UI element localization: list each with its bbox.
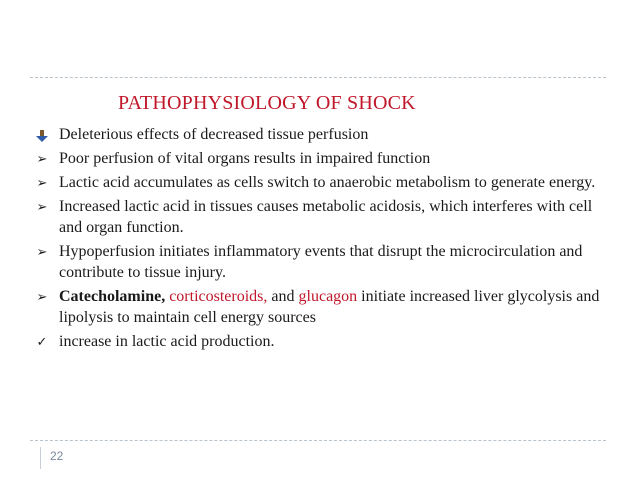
- slide-title: PATHOPHYSIOLOGY OF SHOCK: [118, 92, 416, 114]
- bullet-list: [32, 124, 612, 355]
- list-item: ➢ Increased lactic acid in tissues causes metabolic acidosis, which interferes with cell and organ function.: [32, 196, 612, 238]
- arrowhead-bullet-icon: ➢: [36, 289, 48, 304]
- arrowhead-bullet-icon: ➢: [36, 244, 48, 259]
- arrowhead-bullet-icon: ➢: [36, 199, 48, 214]
- slide-number: 22: [50, 449, 64, 463]
- checkmark-bullet-icon: ✓: [36, 334, 48, 349]
- footer-divider: [40, 447, 41, 469]
- arrowhead-bullet-icon: ➢: [36, 151, 48, 166]
- glucagon-term: glucagon: [298, 288, 358, 305]
- down-arrow-bullet-icon: [32, 124, 52, 145]
- list-item: ➢ Poor perfusion of vital organs results in impaired function: [32, 148, 612, 169]
- list-item: ➢ Catecholamine, corticosteroids, and glucagon initiate increased liver glycolysis and lipolysis to maintain cell energy sources: [32, 286, 612, 328]
- bottom-divider: [30, 440, 606, 441]
- list-item: Deleterious effects of decreased tissue perfusion: [32, 124, 612, 145]
- catecholamine-term: Catecholamine,: [59, 288, 166, 305]
- arrowhead-bullet-icon: ➢: [36, 175, 48, 190]
- list-item: ➢ Lactic acid accumulates as cells switch to anaerobic metabolism to generate energy.: [32, 172, 612, 193]
- corticosteroids-term: corticosteroids,: [169, 288, 268, 305]
- top-divider: [30, 77, 606, 78]
- list-item: ➢ Hypoperfusion initiates inflammatory events that disrupt the microcirculation and contribute to tissue injury.: [32, 241, 612, 283]
- list-item: ✓ increase in lactic acid production.: [32, 331, 612, 352]
